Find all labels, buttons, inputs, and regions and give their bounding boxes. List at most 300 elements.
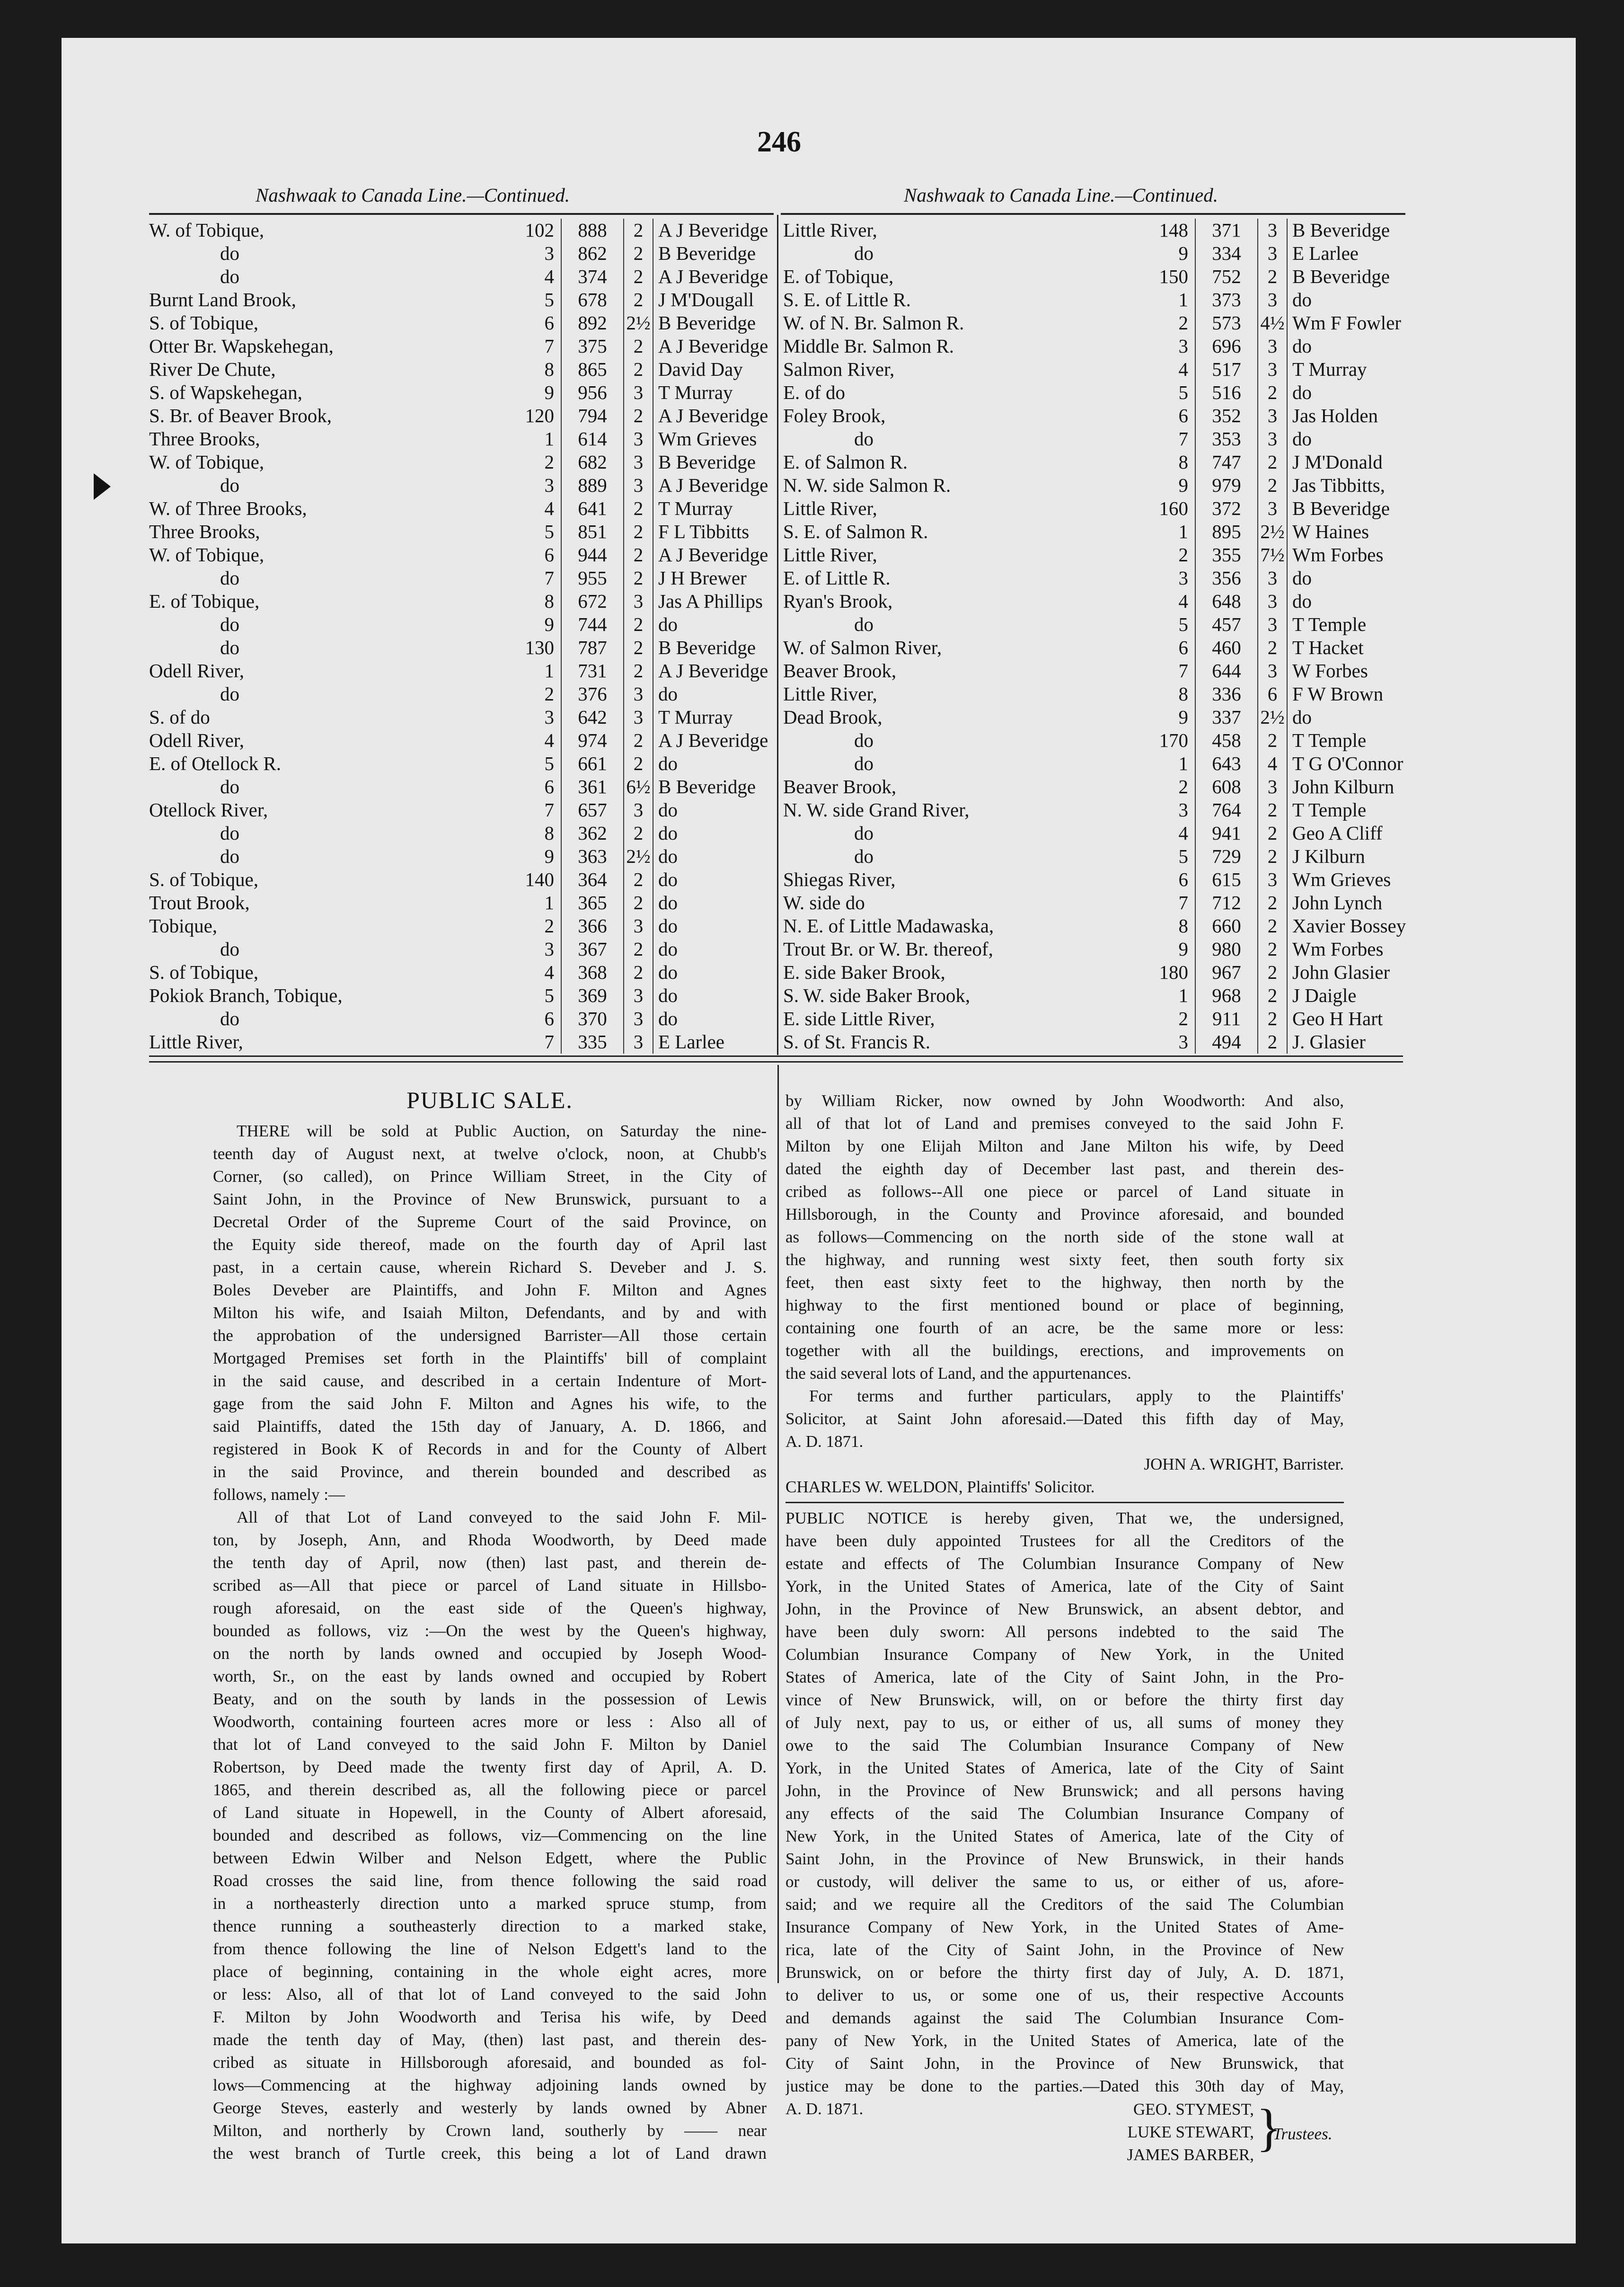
acres-cell: 747: [1195, 451, 1258, 474]
grantee-cell: J Daigle: [1292, 984, 1357, 1006]
place-cell: S. E. of Little R.: [783, 289, 911, 310]
place-cell: do: [854, 428, 874, 450]
acres-cell: 941: [1195, 822, 1258, 845]
table-row: [149, 961, 862, 984]
acres-cell: 615: [1195, 868, 1258, 891]
place-cell: S. E. of Salmon R.: [783, 521, 928, 542]
lot-cell: 160: [1147, 497, 1195, 520]
table-row: [149, 451, 862, 474]
text-line: have been duly appointed Trustees for all the Creditors of the: [786, 1532, 1344, 1550]
grantee-cell: J H Brewer: [658, 567, 747, 589]
text-line: on the north by lands owned and occupied by Joseph Wood-: [213, 1644, 767, 1663]
acres-cell: 672: [561, 590, 624, 613]
rate-cell: 3: [1258, 497, 1287, 520]
acres-cell: 336: [1195, 683, 1258, 706]
text-line: said Plaintiffs, dated the 15th day of January, A. D. 1866, and: [213, 1417, 767, 1436]
acres-cell: 968: [1195, 984, 1258, 1007]
lot-cell: 8: [1147, 914, 1195, 938]
grantee-cell: do: [658, 613, 678, 635]
place-cell: Little River,: [783, 219, 877, 241]
text-line: New York, in the United States of America, late of the City of: [786, 1827, 1344, 1845]
lot-cell: 2: [513, 914, 561, 938]
acres-cell: 361: [561, 775, 624, 798]
acres-cell: 657: [561, 798, 624, 822]
text-line: Solicitor, at Saint John aforesaid.—Dated this fifth day of May,: [786, 1409, 1344, 1428]
rate-cell: 4½: [1258, 311, 1287, 335]
lot-cell: 130: [513, 636, 561, 659]
lot-cell: 3: [1147, 567, 1195, 590]
lot-cell: 140: [513, 868, 561, 891]
grantee-cell: B Beveridge: [1292, 497, 1390, 519]
lot-cell: 6: [513, 543, 561, 567]
rate-cell: 2: [1258, 914, 1287, 938]
grantee-cell: B Beveridge: [1292, 266, 1390, 287]
place-cell: E. side Baker Brook,: [783, 961, 945, 983]
lot-cell: 2: [1147, 311, 1195, 335]
acres-cell: 460: [1195, 636, 1258, 659]
table-row: [149, 613, 862, 636]
text-line: registered in Book K of Records in and for the County of Albert: [213, 1440, 767, 1458]
place-cell: N. W. side Salmon R.: [783, 474, 951, 496]
table-row: [783, 358, 1496, 381]
acres-cell: 494: [1195, 1030, 1258, 1054]
lot-cell: 1: [513, 891, 561, 914]
text-line: F. Milton by John Woodworth and Terisa his wife, by Deed: [213, 2008, 767, 2026]
rate-cell: 2: [624, 265, 653, 288]
lot-cell: 7: [1147, 659, 1195, 683]
lot-cell: 1: [513, 427, 561, 451]
acres-cell: 956: [561, 381, 624, 404]
rate-cell: 2½: [624, 845, 653, 868]
place-cell: Dead Brook,: [783, 706, 883, 728]
acres-cell: 370: [561, 1007, 624, 1030]
text-line: and demands against the said The Columbian Insurance Com-: [786, 2009, 1344, 2027]
grantee-cell: E Larlee: [1292, 242, 1359, 264]
grantee-cell: Jas Holden: [1292, 405, 1378, 426]
grantee-cell: A J Beveridge: [658, 474, 768, 496]
acres-cell: 335: [561, 1030, 624, 1054]
lot-cell: 7: [513, 335, 561, 358]
table-row: [149, 659, 862, 683]
lot-cell: 180: [1147, 961, 1195, 984]
acres-cell: 375: [561, 335, 624, 358]
table-row: [149, 775, 862, 798]
place-cell: Otellock River,: [149, 799, 268, 821]
rate-cell: 2: [624, 219, 653, 242]
text-line: made the tenth day of May, (then) last past, and therein des-: [213, 2030, 767, 2049]
lot-cell: 120: [513, 404, 561, 427]
public-sale-text-right: [786, 1090, 1344, 1498]
place-cell: W. of Tobique,: [149, 451, 265, 473]
lot-cell: 6: [1147, 868, 1195, 891]
acres-cell: 353: [1195, 427, 1258, 451]
acres-cell: 862: [561, 242, 624, 265]
table-row: [149, 590, 862, 613]
rate-cell: 2: [1258, 265, 1287, 288]
grantee-cell: B Beveridge: [658, 776, 756, 798]
place-cell: W. of Three Brooks,: [149, 497, 307, 519]
rate-cell: 2: [624, 938, 653, 961]
text-line: the highway, and running west sixty feet, then south forty six: [786, 1250, 1344, 1269]
table-row: [783, 961, 1496, 984]
place-cell: E. of Otellock R.: [149, 753, 281, 774]
rate-cell: 3: [1258, 219, 1287, 242]
rate-cell: 3: [1258, 567, 1287, 590]
grantee-cell: T Murray: [658, 706, 733, 728]
grantee-cell: Wm Grieves: [658, 428, 757, 450]
rate-cell: 2: [1258, 961, 1287, 984]
text-line: as follows—Commencing on the north side of the stone wall at: [786, 1228, 1344, 1246]
table-row: [783, 427, 1496, 451]
table-row: [783, 729, 1496, 752]
grantee-cell: do: [658, 915, 678, 937]
grantee-cell: do: [1292, 335, 1312, 357]
text-line: bounded and described as follows, viz—Commencing on the line: [213, 1826, 767, 1844]
right-land-table: [783, 219, 1496, 1054]
place-cell: River De Chute,: [149, 358, 276, 380]
place-cell: Ryan's Brook,: [783, 590, 893, 612]
place-cell: S. of St. Francis R.: [783, 1031, 930, 1053]
acres-cell: 944: [561, 543, 624, 567]
acres-cell: 744: [561, 613, 624, 636]
lot-cell: 9: [1147, 706, 1195, 729]
rate-cell: 2: [1258, 1030, 1287, 1054]
grantee-cell: do: [1292, 590, 1312, 612]
public-sale-text-left: [213, 1120, 767, 2165]
place-cell: N. W. side Grand River,: [783, 799, 970, 821]
rate-cell: 2: [624, 288, 653, 311]
place-cell: Odell River,: [149, 660, 245, 682]
table-row: [149, 706, 862, 729]
text-line: John, in the Province of New Brunswick, an absent debtor, and: [786, 1600, 1344, 1618]
lot-cell: 8: [513, 358, 561, 381]
rate-cell: 2: [624, 567, 653, 590]
place-cell: S. of Tobique,: [149, 312, 258, 334]
text-line: All of that Lot of Land conveyed to the said John F. Mil-: [237, 1508, 767, 1526]
acres-cell: 851: [561, 520, 624, 543]
table-row: [783, 520, 1496, 543]
text-line: Insurance Company of New York, in the United States of Ame-: [786, 1918, 1344, 1936]
place-cell: N. E. of Little Madawaska,: [783, 915, 994, 937]
table-row: [149, 1030, 862, 1054]
table-bottom-rule-2: [149, 1061, 1403, 1063]
public-sale-right-column: [786, 1090, 1344, 1498]
place-cell: do: [220, 637, 239, 658]
rate-cell: 2: [1258, 798, 1287, 822]
grantee-cell: E Larlee: [658, 1031, 724, 1053]
trustee-3: JAMES BARBER,: [1127, 2145, 1254, 2164]
grantee-cell: W Haines: [1292, 521, 1369, 542]
lot-cell: 8: [513, 822, 561, 845]
table-row: [149, 543, 862, 567]
place-cell: Foley Brook,: [783, 405, 886, 426]
place-cell: Burnt Land Brook,: [149, 289, 296, 310]
place-cell: Little River,: [783, 497, 877, 519]
place-cell: S. of Wapskehegan,: [149, 381, 302, 403]
place-cell: Shiegas River,: [783, 869, 896, 890]
text-line: pany of New York, in the United States of America, late of the: [786, 2031, 1344, 2050]
grantee-cell: A J Beveridge: [658, 729, 768, 751]
grantee-cell: T Temple: [1292, 799, 1367, 821]
grantee-cell: do: [1292, 381, 1312, 403]
rate-cell: 3: [1258, 427, 1287, 451]
place-cell: E. of Tobique,: [149, 590, 260, 612]
text-line: feet, then east sixty feet to the highway, then north by the: [786, 1273, 1344, 1292]
grantee-cell: A J Beveridge: [658, 405, 768, 426]
text-line: the west branch of Turtle creek, this being a lot of Land drawn: [213, 2144, 767, 2163]
table-row: [783, 914, 1496, 938]
text-line: Milton by one Elijah Milton and Jane Milton his wife, by Deed: [786, 1137, 1344, 1155]
lot-cell: 3: [513, 474, 561, 497]
table-row: [783, 938, 1496, 961]
rate-cell: 2½: [1258, 706, 1287, 729]
place-cell: Pokiok Branch, Tobique,: [149, 984, 343, 1006]
table-row: [783, 265, 1496, 288]
grantee-cell: Wm F Fowler: [1292, 312, 1402, 334]
rate-cell: 4: [1258, 752, 1287, 775]
grantee-cell: do: [658, 1008, 678, 1029]
acres-cell: 365: [561, 891, 624, 914]
lot-cell: 4: [513, 961, 561, 984]
grantee-cell: A J Beveridge: [658, 219, 768, 241]
place-cell: Beaver Brook,: [783, 776, 897, 798]
place-cell: do: [220, 613, 239, 635]
grantee-cell: Wm Grieves: [1292, 869, 1391, 890]
lot-cell: 2: [513, 683, 561, 706]
place-cell: Three Brooks,: [149, 428, 260, 450]
left-column-header: Nashwaak to Canada Line.—Continued.: [256, 184, 570, 206]
lot-cell: 7: [513, 567, 561, 590]
place-cell: Odell River,: [149, 729, 245, 751]
grantee-cell: do: [658, 799, 678, 821]
acres-cell: 362: [561, 822, 624, 845]
lot-cell: 6: [513, 1007, 561, 1030]
grantee-cell: do: [658, 822, 678, 844]
text-line: that lot of Land conveyed to the said John F. Milton by Daniel: [213, 1735, 767, 1754]
table-row: [149, 683, 862, 706]
grantee-cell: do: [658, 961, 678, 983]
place-cell: Little River,: [149, 1031, 243, 1053]
text-line: CHARLES W. WELDON, Plaintiffs' Solicitor.: [786, 1478, 1095, 1496]
place-cell: S. W. side Baker Brook,: [783, 984, 971, 1006]
acres-cell: 865: [561, 358, 624, 381]
left-land-table: [149, 219, 862, 1054]
place-cell: W. of N. Br. Salmon R.: [783, 312, 964, 334]
acres-cell: 366: [561, 914, 624, 938]
table-row: [783, 683, 1496, 706]
acres-cell: 369: [561, 984, 624, 1007]
place-cell: S. of do: [149, 706, 210, 728]
table-row: [149, 474, 862, 497]
acres-cell: 660: [1195, 914, 1258, 938]
rate-cell: 2: [624, 543, 653, 567]
rate-cell: 3: [624, 474, 653, 497]
rate-cell: 3: [624, 984, 653, 1007]
rate-cell: 2: [624, 520, 653, 543]
acres-cell: 352: [1195, 404, 1258, 427]
table-row: [783, 242, 1496, 265]
rate-cell: 3: [1258, 590, 1287, 613]
lot-cell: 102: [513, 219, 561, 242]
grantee-cell: do: [1292, 567, 1312, 589]
text-line: A. D. 1871.: [786, 1432, 864, 1451]
place-cell: do: [220, 776, 239, 798]
place-cell: W. of Tobique,: [149, 544, 265, 566]
place-cell: do: [854, 845, 874, 867]
rate-cell: 2: [624, 752, 653, 775]
lot-cell: 5: [513, 288, 561, 311]
rate-cell: 2½: [624, 311, 653, 335]
trustees-label: Trustees.: [1273, 2125, 1333, 2143]
acres-cell: 458: [1195, 729, 1258, 752]
lot-cell: 6: [1147, 636, 1195, 659]
acres-cell: 895: [1195, 520, 1258, 543]
lot-cell: 3: [1147, 798, 1195, 822]
acres-cell: 787: [561, 636, 624, 659]
place-cell: Three Brooks,: [149, 521, 260, 542]
text-line: of Land situate in Hopewell, in the County of Albert aforesaid,: [213, 1803, 767, 1822]
place-cell: do: [854, 729, 874, 751]
pointing-hand-icon: [94, 473, 111, 500]
acres-cell: 334: [1195, 242, 1258, 265]
place-cell: W. side do: [783, 892, 865, 913]
acres-cell: 337: [1195, 706, 1258, 729]
lot-cell: 9: [1147, 474, 1195, 497]
lot-cell: 7: [1147, 427, 1195, 451]
grantee-cell: John Kilburn: [1292, 776, 1395, 798]
place-cell: do: [220, 266, 239, 287]
table-row: [149, 567, 862, 590]
grantee-cell: B Beveridge: [1292, 219, 1390, 241]
acres-cell: 363: [561, 845, 624, 868]
table-row: [783, 659, 1496, 683]
text-line: by William Ricker, now owned by John Woodworth: And also,: [786, 1091, 1344, 1110]
grantee-cell: Xavier Bossey: [1292, 915, 1406, 937]
table-row: [783, 311, 1496, 335]
table-row: [783, 868, 1496, 891]
text-line: For terms and further particulars, apply to the Plaintiffs': [809, 1387, 1344, 1405]
rate-cell: 3: [624, 590, 653, 613]
text-line: Road crosses the said line, from thence following the said road: [213, 1871, 767, 1890]
grantee-cell: do: [1292, 289, 1312, 310]
rate-cell: 3: [624, 381, 653, 404]
acres-cell: 955: [561, 567, 624, 590]
table-row: [783, 543, 1496, 567]
rate-cell: 3: [1258, 242, 1287, 265]
notice-divider-rule: [786, 1502, 1344, 1503]
grantee-cell: do: [658, 753, 678, 774]
rate-cell: 2: [624, 729, 653, 752]
rate-cell: 2: [1258, 1007, 1287, 1030]
text-line: THERE will be sold at Public Auction, on Saturday the nine-: [237, 1122, 767, 1140]
acres-cell: 974: [561, 729, 624, 752]
trustee-2: LUKE STEWART,: [1127, 2123, 1254, 2141]
acres-cell: 682: [561, 451, 624, 474]
text-line: City of Saint John, in the Province of New Brunswick, that: [786, 2054, 1344, 2073]
rate-cell: 2: [1258, 729, 1287, 752]
lot-cell: 3: [1147, 335, 1195, 358]
acres-cell: 696: [1195, 335, 1258, 358]
table-row: [783, 451, 1496, 474]
acres-cell: 373: [1195, 288, 1258, 311]
text-line: Beaty, and on the south by lands in the possession of Lewis: [213, 1690, 767, 1708]
rate-cell: 2: [624, 659, 653, 683]
table-row: [149, 636, 862, 659]
lot-cell: 5: [1147, 613, 1195, 636]
rate-cell: 2: [1258, 938, 1287, 961]
text-line: place of beginning, containing in the whole eight acres, more: [213, 1962, 767, 1981]
grantee-cell: do: [658, 892, 678, 913]
lot-cell: 170: [1147, 729, 1195, 752]
acres-cell: 764: [1195, 798, 1258, 822]
text-line: containing one fourth of an acre, be the same more or less:: [786, 1319, 1344, 1337]
rate-cell: 3: [624, 451, 653, 474]
table-row: [783, 474, 1496, 497]
grantee-cell: B Beveridge: [658, 242, 756, 264]
grantee-cell: Geo A Cliff: [1292, 822, 1383, 844]
lot-cell: 4: [1147, 358, 1195, 381]
text-line: Milton, and northerly by Crown land, southerly by —— near: [213, 2121, 767, 2140]
table-row: [783, 822, 1496, 845]
grantee-cell: do: [1292, 428, 1312, 450]
table-row: [783, 752, 1496, 775]
text-line: the approbation of the undersigned Barrister—All those certain: [213, 1326, 767, 1345]
public-notice: [786, 1507, 1344, 2120]
acres-cell: 371: [1195, 219, 1258, 242]
lot-cell: 148: [1147, 219, 1195, 242]
rate-cell: 3: [624, 1030, 653, 1054]
lot-cell: 1: [1147, 520, 1195, 543]
rate-cell: 2: [1258, 822, 1287, 845]
rate-cell: 2: [1258, 845, 1287, 868]
place-cell: do: [220, 242, 239, 264]
place-cell: Otter Br. Wapskehegan,: [149, 335, 334, 357]
table-row: [783, 288, 1496, 311]
rate-cell: 6: [1258, 683, 1287, 706]
text-line: rough aforesaid, on the east side of the Queen's highway,: [213, 1599, 767, 1617]
rate-cell: 2: [1258, 474, 1287, 497]
text-line: in the said cause, and described in a certain Indenture of Mort-: [213, 1372, 767, 1390]
place-cell: do: [854, 613, 874, 635]
place-cell: S. Br. of Beaver Brook,: [149, 405, 332, 426]
place-cell: S. of Tobique,: [149, 961, 258, 983]
page-number: 246: [757, 126, 801, 158]
table-row: [149, 520, 862, 543]
lot-cell: 4: [513, 729, 561, 752]
acres-cell: 376: [561, 683, 624, 706]
rate-cell: 7½: [1258, 543, 1287, 567]
place-cell: S. of Tobique,: [149, 869, 258, 890]
acres-cell: 355: [1195, 543, 1258, 567]
grantee-cell: T Murray: [1292, 358, 1367, 380]
acres-cell: 980: [1195, 938, 1258, 961]
table-row: [783, 636, 1496, 659]
rate-cell: 2: [624, 868, 653, 891]
acres-cell: 608: [1195, 775, 1258, 798]
text-line: the tenth day of April, now (then) last past, and therein de-: [213, 1553, 767, 1572]
grantee-cell: A J Beveridge: [658, 335, 768, 357]
table-row: [783, 798, 1496, 822]
acres-cell: 367: [561, 938, 624, 961]
place-cell: do: [220, 474, 239, 496]
table-row: [149, 868, 862, 891]
place-cell: E. of Little R.: [783, 567, 891, 589]
grantee-cell: B Beveridge: [658, 312, 756, 334]
lot-cell: 7: [513, 798, 561, 822]
grantee-cell: T Temple: [1292, 613, 1367, 635]
acres-cell: 368: [561, 961, 624, 984]
table-row: [149, 798, 862, 822]
